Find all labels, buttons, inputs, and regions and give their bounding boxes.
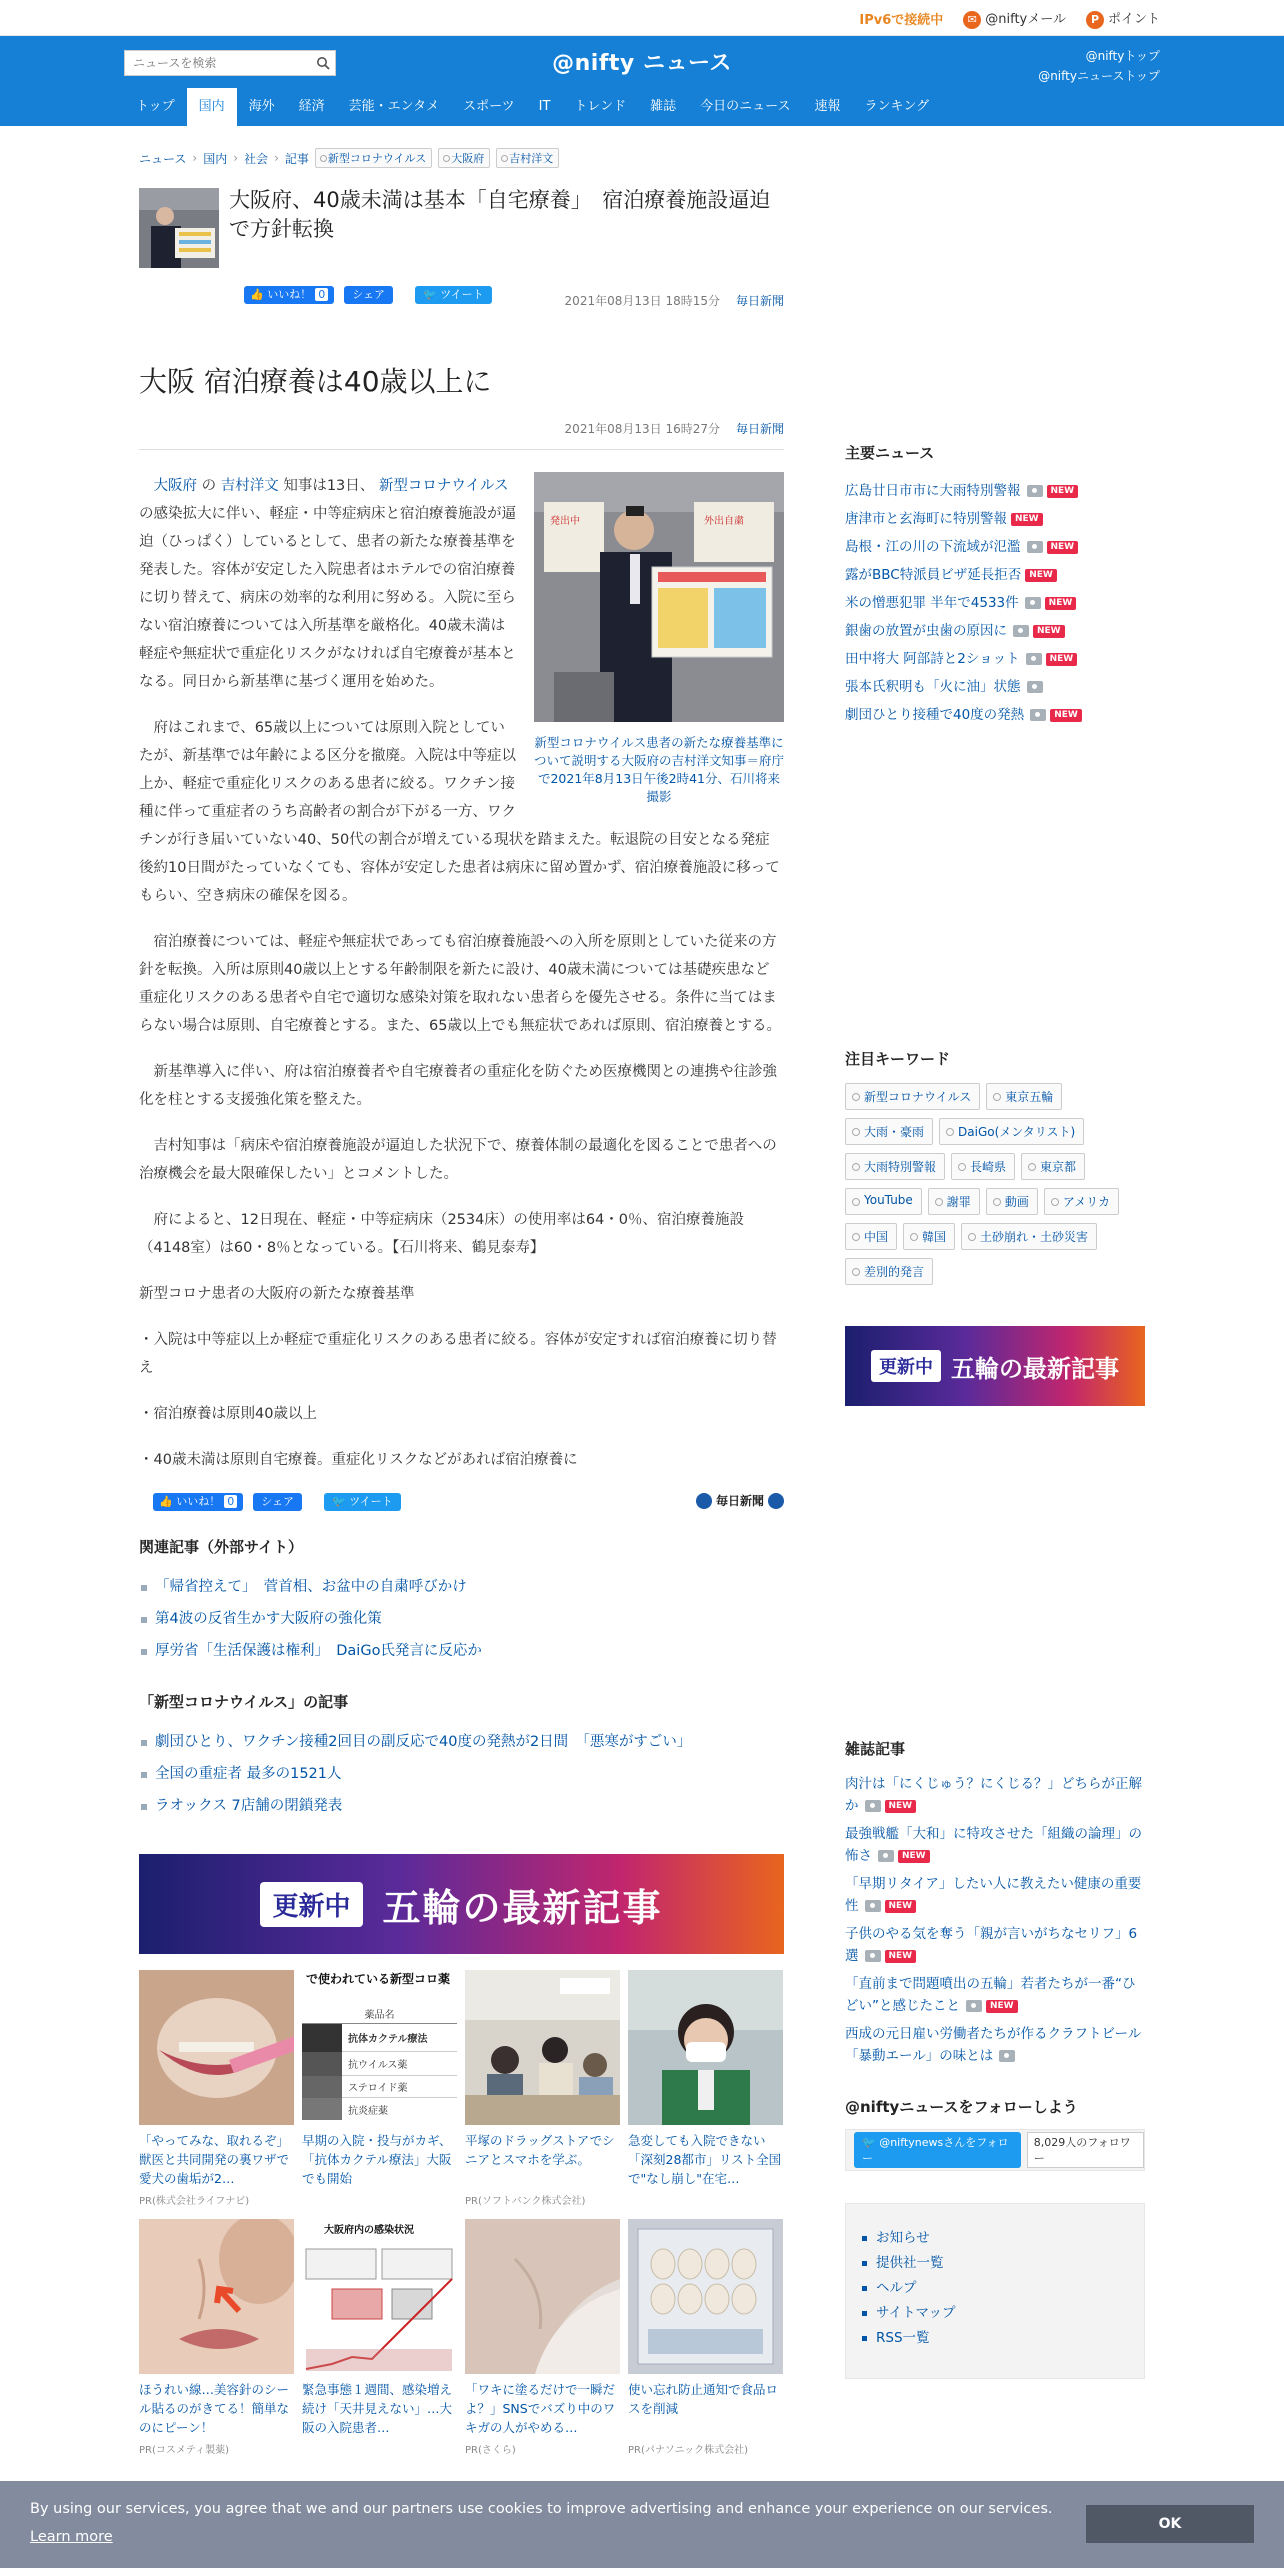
main-news-item[interactable] bbox=[845, 673, 1145, 701]
breadcrumb-news[interactable]: ニュース bbox=[139, 151, 187, 166]
keyword-tag[interactable]: 東京五輪 bbox=[986, 1083, 1062, 1110]
olympics-banner[interactable] bbox=[139, 1854, 784, 1954]
keyword-tag[interactable]: YouTube bbox=[845, 1188, 922, 1215]
sidebar-follow bbox=[845, 2096, 1145, 2379]
article-paragraph: 府はこれまで、65歳以上については原則入院としていたが、新基準では年齢による区分を撤廃。入院は中等症以上か、軽症で重症化リスクのある患者に絞る。ワクチン接種に伴って重症者のうち高齢者の割合が下がる一方、ワクチンが行き届いていない40、50代の割合が増えている現状を踏まえた。転退院の目安となる発症後約10日間がたっていなくても、容体が安定した患者は病床に留め置かず、宿泊療養施設に移ってもらい、空き病床の確保を図る。 bbox=[139, 720, 780, 904]
magazine-list bbox=[845, 1773, 1145, 2067]
new-badge: NEW bbox=[1050, 709, 1082, 722]
article-paragraph: 府によると、12日現在、軽症・中等症病床（2534床）の使用率は64・0％、宿泊療養施設（4148室）は60・8％となっている。【石川将来、鶴見泰寿】 bbox=[139, 1212, 745, 1256]
keyword-tag[interactable]: 大雨特別警報 bbox=[845, 1153, 945, 1180]
main-news-item-text: 銀歯の放置が虫歯の原因に bbox=[845, 623, 1007, 639]
recommended-card[interactable] bbox=[465, 1970, 620, 2207]
nav-tab-magazine[interactable]: 雑誌 bbox=[650, 99, 677, 114]
camera-icon bbox=[1013, 625, 1029, 637]
nav-tab-world[interactable]: 海外 bbox=[248, 99, 275, 114]
thumbs-up-icon: 👍 bbox=[250, 288, 264, 301]
keyword-tag[interactable]: 長崎県 bbox=[951, 1153, 1015, 1180]
main-news-list bbox=[845, 477, 1145, 729]
new-badge: NEW bbox=[898, 1850, 930, 1863]
breadcrumb-society[interactable]: 社会 bbox=[244, 151, 269, 166]
logo-nifty: @nifty bbox=[552, 51, 635, 76]
main-news-item-text: 劇団ひとり接種で40度の発熱 bbox=[845, 707, 1025, 723]
source-date-text: 2021年08月13日 18時15分 bbox=[564, 294, 720, 308]
new-badge: NEW bbox=[1046, 653, 1078, 666]
breadcrumb-domestic[interactable]: 国内 bbox=[203, 151, 228, 166]
card-text: 「やってみな、取れるぞ」獣医と共同開発の裏ワザで愛犬の歯垢が2… bbox=[139, 2133, 290, 2186]
main-news-item-text: 唐津市と玄海町に特別警報 bbox=[845, 511, 1007, 527]
banner-updating-tag: 更新中 bbox=[260, 1882, 362, 1927]
keyword-tag[interactable]: DaiGo(メンタリスト) bbox=[939, 1118, 1084, 1145]
article-title: 大阪 宿泊療養は40歳以上に bbox=[139, 365, 492, 398]
related-corona-item[interactable]: ラオックス 7店舗の閉鎖発表 bbox=[139, 1790, 784, 1822]
facebook-share-button[interactable]: シェア bbox=[253, 1493, 302, 1511]
card-image bbox=[628, 2219, 783, 2374]
main-column bbox=[139, 148, 784, 2456]
article-paragraph: 新基準導入に伴い、府は宿泊療養者や自宅療養者の重症化を防ぐため医療機関との連携や往診強化を柱とする支援強化策を整えた。 bbox=[139, 1064, 777, 1108]
keywords-heading: 注目キーワード bbox=[845, 1050, 951, 1068]
nav-tab-economy[interactable]: 経済 bbox=[298, 99, 325, 114]
keyword-tag[interactable]: 土砂崩れ・土砂災害 bbox=[961, 1223, 1097, 1250]
nav-tab-sports[interactable]: スポーツ bbox=[463, 99, 515, 114]
card-text: 急変しても入院できない「深刻28都市」リスト全国で"なし崩し"在宅… bbox=[628, 2133, 782, 2186]
article-date-text: 2021年08月13日 16時27分 bbox=[564, 422, 720, 436]
sitemap-item-rss[interactable]: RSS一覧 bbox=[862, 2326, 1144, 2351]
article-footer-social bbox=[139, 1492, 784, 1512]
main-news-item[interactable] bbox=[845, 505, 1145, 533]
mail-icon: ✉ bbox=[963, 11, 981, 29]
twitter-bird-icon: 🐦 bbox=[331, 1495, 346, 1508]
mainichi-mark-icon bbox=[768, 1493, 784, 1509]
twitter-bird-icon: 🐦 bbox=[422, 288, 437, 301]
breadcrumb-separator: › bbox=[192, 151, 198, 165]
keyword-tag[interactable]: 新型コロナウイルス bbox=[845, 1083, 980, 1110]
camera-icon bbox=[1025, 597, 1041, 609]
top-utility-bar bbox=[0, 0, 1284, 36]
twitter-follow-button[interactable] bbox=[854, 2132, 1021, 2168]
magazine-item-text: 最強戦艦「大和」に特攻させた「組織の論理」の怖さ bbox=[845, 1826, 1142, 1864]
nifty-news-top-link[interactable]: @niftyニューストップ bbox=[1038, 69, 1160, 83]
facebook-like-button[interactable] bbox=[244, 286, 334, 304]
cookie-learn-more-link[interactable]: Learn more bbox=[30, 2529, 113, 2545]
follow-widget bbox=[845, 2129, 1145, 2171]
related-corona-list bbox=[139, 1726, 784, 1822]
card-image bbox=[139, 2219, 294, 2374]
card-image bbox=[139, 1970, 294, 2125]
card-image bbox=[302, 2219, 457, 2374]
camera-icon bbox=[865, 1900, 881, 1912]
link-corona[interactable]: 新型コロナウイルス bbox=[378, 478, 509, 494]
article-paragraph: ・40歳未満は原則自宅療養。重症化リスクなどがあれば宿泊療養に bbox=[139, 1452, 578, 1468]
mainichi-mark-icon bbox=[696, 1493, 712, 1509]
breadcrumb-separator: › bbox=[233, 151, 239, 165]
source-provider[interactable]: 毎日新聞 bbox=[735, 294, 784, 308]
breadcrumb-article[interactable]: 記事 bbox=[284, 151, 309, 166]
related-corona-heading: 「新型コロナウイルス」の記事 bbox=[139, 1693, 349, 1711]
tweet-button[interactable] bbox=[324, 1493, 401, 1511]
nav-tab-breaking[interactable]: 速報 bbox=[814, 99, 841, 114]
follow-heading: @niftyニュースをフォローしよう bbox=[845, 2098, 1078, 2116]
card-text: 「ワキに塗るだけで一瞬だよ？」SNSでバズり中のワキガの人がやめる… bbox=[465, 2382, 616, 2435]
main-news-item-text: 広島廿日市市に大雨特別警報 bbox=[845, 483, 1021, 499]
link-osaka-pref[interactable]: 大阪府 bbox=[153, 478, 197, 494]
new-badge: NEW bbox=[1025, 569, 1057, 582]
new-badge: NEW bbox=[885, 1950, 917, 1963]
camera-icon bbox=[1026, 653, 1042, 665]
source-title[interactable]: 大阪府、40歳未満は基本「自宅療養」 宿泊療養施設逼迫で方針転換 bbox=[229, 188, 771, 241]
thumbs-up-icon: 👍 bbox=[159, 1495, 173, 1508]
p1-rest: の感染拡大に伴い、軽症・中等症病床と宿泊療養施設が逼迫（ひっぱく）しているとして、患者の新たな療養基準を発表した。容体が安定した入院患者はホテルでの宿泊療養に切り替えて、病床の効率的な利用に努める。入院に至らない宿泊療養については入所基準を厳格化。40歳未満は軽症や無症状で重症化リスクがなければ自宅療養が基本となる。同日から新基準に基づく運用を始めた。 bbox=[139, 506, 516, 690]
main-news-item[interactable] bbox=[845, 533, 1145, 561]
card-pr: PR(ソフトバンク株式会社) bbox=[465, 2196, 586, 2207]
tweet-label: ツイート bbox=[349, 1495, 393, 1508]
sitemap-item-help[interactable]: ヘルプ bbox=[862, 2276, 1144, 2301]
card-pr: PR(株式会社ライフナビ) bbox=[139, 2196, 250, 2207]
new-badge: NEW bbox=[885, 1800, 917, 1813]
sidebar-banner-wrap bbox=[845, 1326, 1145, 1406]
card-image-col: 薬品名 bbox=[302, 2006, 457, 2024]
card-image-row: 抗ウイルス薬 bbox=[348, 2060, 408, 2071]
card-text: 早期の入院・投与がカギ、「抗体カクテル療法」大阪でも開始 bbox=[302, 2133, 452, 2186]
camera-icon bbox=[1027, 681, 1043, 693]
nav-tab-trend[interactable]: トレンド bbox=[574, 99, 627, 114]
keyword-tag[interactable]: 謝罪 bbox=[928, 1188, 980, 1215]
main-nav bbox=[124, 88, 941, 126]
article-date bbox=[139, 420, 784, 450]
magazine-item[interactable] bbox=[845, 2023, 1145, 2067]
tweet-button[interactable] bbox=[415, 286, 492, 304]
photo-caption: 新型コロナウイルス患者の新たな療養基準について説明する大阪府の吉村洋文知事＝府庁で2021年8月13日午後2時41分、石川将来撮影 bbox=[534, 735, 785, 804]
magazine-item-text: 西成の元日雇い労働者たちが作るクラフトビール「暴動エール」の味とは bbox=[845, 2026, 1142, 2064]
card-text: 緊急事態１週間、感染増え続け「天井見えない」…大阪の入院患者… bbox=[302, 2382, 453, 2435]
recommended-card[interactable] bbox=[628, 2219, 783, 2456]
utility-links bbox=[859, 0, 1160, 36]
p1-mid2: 知事は13日、 bbox=[278, 478, 379, 494]
camera-icon bbox=[865, 1800, 881, 1812]
facebook-like-button[interactable] bbox=[153, 1493, 243, 1511]
related-external-heading: 関連記事（外部サイト） bbox=[139, 1538, 303, 1556]
nifty-top-link[interactable]: @niftyトップ bbox=[1085, 49, 1160, 63]
article-paragraph: ・宿泊療養は原則40歳以上 bbox=[139, 1406, 317, 1422]
magazine-item[interactable] bbox=[845, 1973, 1145, 2017]
recommended-card[interactable] bbox=[139, 2219, 294, 2456]
magazine-item[interactable] bbox=[845, 1823, 1145, 1867]
article-photo-image bbox=[534, 472, 784, 722]
footer-social-buttons bbox=[139, 1493, 401, 1511]
keyword-tag[interactable]: アメリカ bbox=[1044, 1188, 1119, 1215]
keyword-tag[interactable]: 大雨・豪雨 bbox=[845, 1118, 933, 1145]
magazine-heading: 雑誌記事 bbox=[845, 1740, 906, 1758]
nav-tab-top[interactable]: トップ bbox=[136, 99, 175, 114]
source-social-buttons bbox=[244, 286, 492, 304]
main-news-item[interactable] bbox=[845, 589, 1145, 617]
related-external-item[interactable]: 「帰省控えて」 菅首相、お盆中の自粛呼びかけ bbox=[139, 1571, 784, 1603]
facebook-share-button[interactable]: シェア bbox=[344, 286, 393, 304]
new-badge: NEW bbox=[1011, 513, 1043, 526]
magazine-item[interactable] bbox=[845, 1773, 1145, 1817]
related-external-item[interactable]: 第4波の反省生かす大阪府の強化策 bbox=[139, 1603, 784, 1635]
mainichi-logo-text: 毎日新聞 bbox=[715, 1494, 764, 1508]
camera-icon bbox=[1027, 485, 1043, 497]
like-count: 0 bbox=[224, 1495, 237, 1508]
sidebar-magazine bbox=[845, 1738, 1145, 2073]
logo-news: ニュース bbox=[642, 51, 732, 76]
follower-count: 8,029人のフォロワー bbox=[1027, 2132, 1144, 2168]
main-news-item-text: 田中将大 阿部詩と2ショット bbox=[845, 651, 1020, 667]
source-date bbox=[565, 292, 784, 309]
new-badge: NEW bbox=[986, 2000, 1018, 2013]
related-external-item[interactable]: 厚労省「生活保護は権利」 DaiGo氏発言に反応か bbox=[139, 1635, 784, 1667]
card-image-row: 抗体カクテル療法 bbox=[348, 2034, 428, 2045]
sidebar-banner-text: 五輪の最新記事 bbox=[951, 1354, 1119, 1383]
point-link[interactable] bbox=[1086, 8, 1160, 29]
main-news-item[interactable] bbox=[845, 701, 1145, 729]
breadcrumb bbox=[139, 148, 784, 168]
sidebar-olympics-banner[interactable] bbox=[845, 1326, 1145, 1406]
point-label: ポイント bbox=[1107, 11, 1160, 27]
keyword-tag[interactable]: 動画 bbox=[986, 1188, 1038, 1215]
point-icon: P bbox=[1086, 11, 1104, 29]
card-image bbox=[628, 1970, 783, 2125]
main-news-item-text: 島根・江の川の下流域が氾濫 bbox=[845, 539, 1021, 555]
like-label: いいね！ bbox=[267, 288, 312, 301]
nav-tab-ranking[interactable]: ランキング bbox=[864, 99, 930, 114]
tweet-label: ツイート bbox=[440, 288, 484, 301]
article-paragraph: 新型コロナ患者の大阪府の新たな療養基準 bbox=[139, 1286, 415, 1302]
magazine-item-text: 「直前まで問題噴出の五輪」若者たちが一番“ひどい”と感じたこと bbox=[845, 1976, 1136, 2014]
like-label: いいね！ bbox=[176, 1495, 221, 1508]
nifty-mail-link[interactable] bbox=[963, 8, 1066, 29]
recommended-card[interactable] bbox=[302, 2219, 457, 2456]
svg-text:発出中: 発出中 bbox=[550, 516, 580, 527]
keyword-tag[interactable]: 東京都 bbox=[1021, 1153, 1085, 1180]
related-corona-item[interactable]: 劇団ひとり、ワクチン接種2回目の副反応で40度の発熱が2日間 「悪寒がすごい」 bbox=[139, 1726, 784, 1758]
camera-icon bbox=[878, 1850, 894, 1862]
nav-tab-it[interactable]: IT bbox=[538, 99, 551, 114]
magazine-item-text: 子供のやる気を奪う「親が言いがちなセリフ」6選 bbox=[845, 1926, 1138, 1964]
source-article-header bbox=[139, 186, 784, 308]
article-paragraph: 吉村知事は「病床や宿泊療養施設が逼迫した状況下で、療養体制の最適化を図ることで患者への治療機会を最大限確保したい」とコメントした。 bbox=[139, 1138, 777, 1182]
magazine-item-text: 肉汁は「にくじゅう？にくじる？」どちらが正解か bbox=[845, 1776, 1142, 1814]
tag-osaka[interactable]: 大阪府 bbox=[438, 148, 490, 168]
card-pr: PR(さくら) bbox=[465, 2445, 516, 2456]
article-body bbox=[139, 472, 784, 1474]
main-news-item-text: 米の憎悪犯罪 半年で4533件 bbox=[845, 595, 1019, 611]
twitter-bird-icon: 🐦 bbox=[862, 2136, 876, 2149]
cookie-ok-button[interactable]: OK bbox=[1086, 2505, 1254, 2543]
camera-icon bbox=[966, 2000, 982, 2012]
card-pr: PR(パナソニック株式会社) bbox=[628, 2445, 749, 2456]
magazine-item[interactable] bbox=[845, 1873, 1145, 1917]
tag-corona[interactable]: 新型コロナウイルス bbox=[315, 148, 432, 168]
ipv6-status: IPv6で接続中 bbox=[859, 12, 944, 28]
main-news-item[interactable] bbox=[845, 561, 1145, 589]
keyword-tag[interactable]: 差別的発言 bbox=[845, 1258, 933, 1285]
recommended-card[interactable] bbox=[302, 1970, 457, 2207]
sidebar-banner-tag: 更新中 bbox=[871, 1350, 941, 1382]
main-news-item-text: 露がBBC特派員ビザ延長拒否 bbox=[845, 567, 1022, 583]
card-text: 使い忘れ防止通知で食品ロスを削減 bbox=[628, 2382, 779, 2416]
recommended-card[interactable] bbox=[465, 2219, 620, 2456]
camera-icon bbox=[1027, 541, 1043, 553]
mainichi-logo[interactable] bbox=[696, 1492, 784, 1509]
card-image bbox=[465, 1970, 620, 2125]
card-pr: PR(コスメティ製薬) bbox=[139, 2445, 229, 2456]
tag-yoshimura[interactable]: 吉村洋文 bbox=[496, 148, 559, 168]
banner-text: 五輪の最新記事 bbox=[382, 1885, 663, 1930]
new-badge: NEW bbox=[1047, 541, 1079, 554]
svg-text:外出自粛: 外出自粛 bbox=[704, 516, 744, 527]
sitemap-item-notice[interactable]: お知らせ bbox=[862, 2226, 1144, 2251]
card-text: 平塚のドラッグストアでシニアとスマホを学ぶ。 bbox=[465, 2133, 615, 2167]
p1-mid: の bbox=[197, 478, 221, 494]
nav-tab-today[interactable]: 今日のニュース bbox=[700, 99, 791, 114]
camera-icon bbox=[865, 1950, 881, 1962]
card-image-title: 大阪府内の感染状況 bbox=[324, 2225, 414, 2236]
sidebar-main-news bbox=[845, 442, 1145, 729]
breadcrumb-separator: › bbox=[274, 151, 279, 165]
follow-label: @niftynewsさんをフォロー bbox=[862, 2136, 1009, 2165]
site-header bbox=[0, 36, 1284, 126]
main-news-item[interactable] bbox=[845, 617, 1145, 645]
nifty-mail-label: @niftyメール bbox=[985, 11, 1066, 27]
article-photo[interactable] bbox=[534, 472, 784, 806]
article-paragraph: 宿泊療養については、軽症や無症状であっても宿泊療養施設への入所を原則としていた従来の方針を転換。入所は原則40歳以上とする年齢制限を新たに設け、40歳未満については基礎疾患など重症化リスクのある患者や自宅で適切な感染対策を取れない患者らを優先させる。条件に当てはまらない場合は原則、自宅療養とする。また、65歳以上でも無症状であれば原則、宿泊療養とする。 bbox=[139, 934, 781, 1034]
sitemap-item-providers[interactable]: 提供社一覧 bbox=[862, 2251, 1144, 2276]
article-provider[interactable]: 毎日新聞 bbox=[735, 422, 784, 436]
magazine-item[interactable] bbox=[845, 1923, 1145, 1967]
new-badge: NEW bbox=[1045, 597, 1077, 610]
recommended-grid bbox=[139, 1970, 784, 2456]
card-image-row: 抗炎症薬 bbox=[348, 2105, 388, 2117]
related-corona-item[interactable]: 全国の重症者 最多の1521人 bbox=[139, 1758, 784, 1790]
sitemap-box bbox=[845, 2203, 1145, 2379]
card-image-table bbox=[302, 2006, 457, 2120]
source-thumbnail[interactable] bbox=[139, 188, 219, 268]
sitemap-list bbox=[862, 2226, 1144, 2351]
related-external-list bbox=[139, 1571, 784, 1667]
keyword-tag[interactable]: 韓国 bbox=[903, 1223, 955, 1250]
card-image bbox=[302, 1970, 457, 2125]
recommended-card[interactable] bbox=[139, 1970, 294, 2207]
card-image bbox=[465, 2219, 620, 2374]
main-news-item[interactable] bbox=[845, 645, 1145, 673]
new-badge: NEW bbox=[1047, 485, 1079, 498]
cookie-message: By using our services, you agree that we and our partners use cookies to improve advertising and enhance your experience on our services. bbox=[30, 2501, 1053, 2517]
keyword-tag[interactable]: 中国 bbox=[845, 1223, 897, 1250]
card-image-row: ステロイド薬 bbox=[348, 2083, 408, 2094]
nav-tab-entertainment[interactable]: 芸能・エンタメ bbox=[348, 99, 440, 114]
new-badge: NEW bbox=[885, 1900, 917, 1913]
link-yoshimura[interactable]: 吉村洋文 bbox=[220, 478, 279, 494]
magazine-item-text: 「早期リタイア」したい人に教えたい健康の重要性 bbox=[845, 1876, 1142, 1914]
card-image-title: で使われている新型コロ薬 bbox=[306, 1972, 451, 1986]
cookie-consent-bar bbox=[0, 2481, 1284, 2568]
sidebar-keywords bbox=[845, 1048, 1145, 1285]
main-news-item-text: 張本氏釈明も「火に油」状態 bbox=[845, 679, 1021, 695]
keyword-list bbox=[845, 1083, 1145, 1285]
sitemap-item-sitemap[interactable]: サイトマップ bbox=[862, 2301, 1144, 2326]
camera-icon bbox=[1030, 709, 1046, 721]
header-right-links bbox=[1038, 46, 1160, 86]
card-text: ほうれい線…美容針のシール貼るのがきてる！簡単なのにピーン！ bbox=[139, 2382, 290, 2435]
like-count: 0 bbox=[315, 288, 328, 301]
article-paragraph: ・入院は中等症以上か軽症で重症化リスクのある患者に絞る。容体が安定すれば宿泊療養に切り替え bbox=[139, 1332, 777, 1376]
camera-icon bbox=[999, 2050, 1015, 2062]
main-news-heading: 主要ニュース bbox=[845, 444, 935, 462]
nav-tab-domestic[interactable]: 国内 bbox=[187, 88, 237, 126]
new-badge: NEW bbox=[1033, 625, 1065, 638]
main-news-item[interactable] bbox=[845, 477, 1145, 505]
recommended-card[interactable] bbox=[628, 1970, 783, 2207]
